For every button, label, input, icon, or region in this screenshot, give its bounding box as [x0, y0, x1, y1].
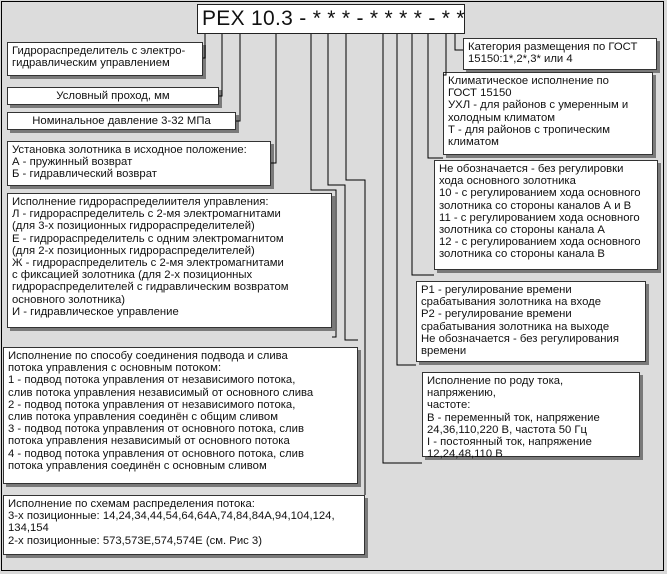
box-placement-category: Категория размещения по ГОСТ 15150:1*,2*,3* или 4	[463, 38, 657, 70]
box-spool-return: Установка золотника в исходное положение: А - пружинный возврат Б - гидравлический возврат	[7, 141, 271, 186]
box-flow-connection: Исполнение по способу соединения подвода и слива потока управления с основным потоком: 1 - подвод потока управления от независимого потока, слив потока управления независимый от основного слива 2 - подвод потока управления от независимого потока, слив потока управления соединён с общим сливом 3 - подвод потока управления от основного потока, слив потока управления независимый от основного потока 4 - подвод потока управления от основного потока, слив потока управления соединён с основным сливом	[3, 347, 358, 484]
leader-stroke-adjust	[412, 34, 434, 275]
box-current-voltage: Исполнение по роду тока, напряжению, частоте: В - переменный ток, напряжение 24,36,110,220 В, частота 50 Гц I - постоянный ток, напряжение 12,24,48,110 В	[422, 372, 640, 457]
leader-placement-top	[455, 34, 463, 50]
box-response-time: Р1 - регулирование времени срабатывания золотника на входе Р2 - регулирование времени срабатывания золотника на выходе Не обозначается - без регулирования времени	[416, 281, 646, 362]
leader-valve-type	[203, 34, 205, 58]
leader-flow-schemes	[346, 34, 365, 495]
leader-nominal-pressure	[236, 34, 240, 121]
box-nominal-pressure: Номинальное давление 3-32 МПа	[7, 112, 236, 130]
leader-spool-return	[271, 34, 276, 163]
box-climate-version: Климатическое исполнение по ГОСТ 15150 УХЛ - для районов с умеренным и холодным климатом Т - для районов с тропическим климатом	[443, 72, 653, 155]
box-valve-type: Гидрораспределитель с электро- гидравлическим управлением	[7, 42, 203, 76]
box-nominal-bore: Условный проход, мм	[7, 87, 219, 105]
leader-climate-version	[428, 34, 443, 158]
box-pilot-valve: Исполнение гидрораспределиителя управления: Л - гидрораспределитель с 2-мя электромагнитами (для 3-х позиционных гидрораспределителей) Е - гидрораспределитель с одним электромагнитом (для 2-х позиционных гидрораспределителей) Ж - гидрораспределитель с 2-мя электромагнитами с фиксацией золотника (для 2-х позиционных гидрораспределителей с гидравлическим возвратом основного золотника) И - гидравлическое управление	[7, 193, 332, 328]
product-code: РЕХ 10.3 - * * * - * * * * - * *	[197, 4, 465, 34]
leader-placement-category	[443, 34, 446, 75]
leader-nominal-bore	[219, 34, 222, 96]
leader-response-time	[397, 34, 416, 365]
box-flow-schemes: Исполнение по схемам распределения потока: 3-х позиционные: 14,24,34,44,54,64,64А,74,84,84А,94,104,124, 134,154 2-х позиционные: 573,573Е,574,574Е (см. Рис 3)	[3, 495, 365, 555]
leader-flow-connection	[328, 34, 358, 340]
box-stroke-adjust: Не обозначается - без регулировки хода основного золотника 10 - с регулированием хода основного золотника со стороны каналов А и В 11 - с регулированием хода основного золотника со стороны канала А 12 - с регулированием хода основного золотника со стороны канала В	[434, 160, 658, 270]
leader-current-voltage	[383, 34, 422, 463]
